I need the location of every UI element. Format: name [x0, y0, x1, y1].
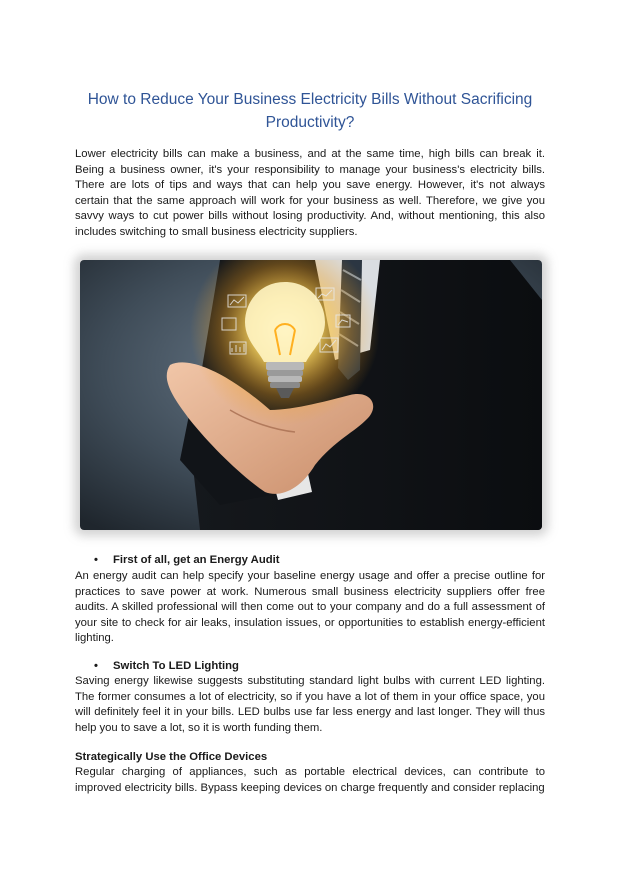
- page-title: How to Reduce Your Business Electricity Bills Without Sacrificing Productivity?: [87, 91, 533, 131]
- heading-text: First of all, get an Energy Audit: [113, 554, 280, 566]
- lightbulb-hand-image: [80, 260, 542, 530]
- intro-paragraph: Lower electricity bills can make a business, and at the same time, high bills can break it. Being a business owner, it's your responsibility to manage your business's electricity bills. There are lots of tips and ways that can help you save energy. However, it's not always certain that the same approach will work for your business as well. Therefore, we give you savvy ways to cut power bills without losing productivity. And, without mentioning, this also includes switching to small business electricity suppliers.: [75, 148, 545, 238]
- office-devices-paragraph: Regular charging of appliances, such as portable electrical devices, can contribute to improved electricity bills. Bypass keeping devices on charge frequently and consider replacing: [75, 766, 545, 794]
- heading-text: Switch To LED Lighting: [113, 660, 239, 672]
- bullet-icon: •: [94, 554, 98, 566]
- led-lighting-paragraph: Saving energy likewise suggests substituting standard light bulbs with current LED lighting. The former consumes a lot of electricity, so if you have a lot of them in your office space, you will definitely feel it in your bills. LED bulbs use far less energy and last longer. They will thus help you to save a lot, so it is worth funding them.: [75, 675, 545, 734]
- section-heading-office-devices: Strategically Use the Office Devices: [75, 751, 268, 763]
- lightbulb-in-hand-photo-icon: [80, 260, 542, 530]
- bullet-icon: •: [94, 660, 98, 672]
- energy-audit-paragraph: An energy audit can help specify your baseline energy usage and offer a precise outline for practices to save power at work. Numerous small business electricity suppliers offer free audits. A skilled professional will then come out to your company and do a full assessment of your site to check for air leaks, insulation issues, or opportunities to establish energy-efficient lighting.: [75, 570, 545, 644]
